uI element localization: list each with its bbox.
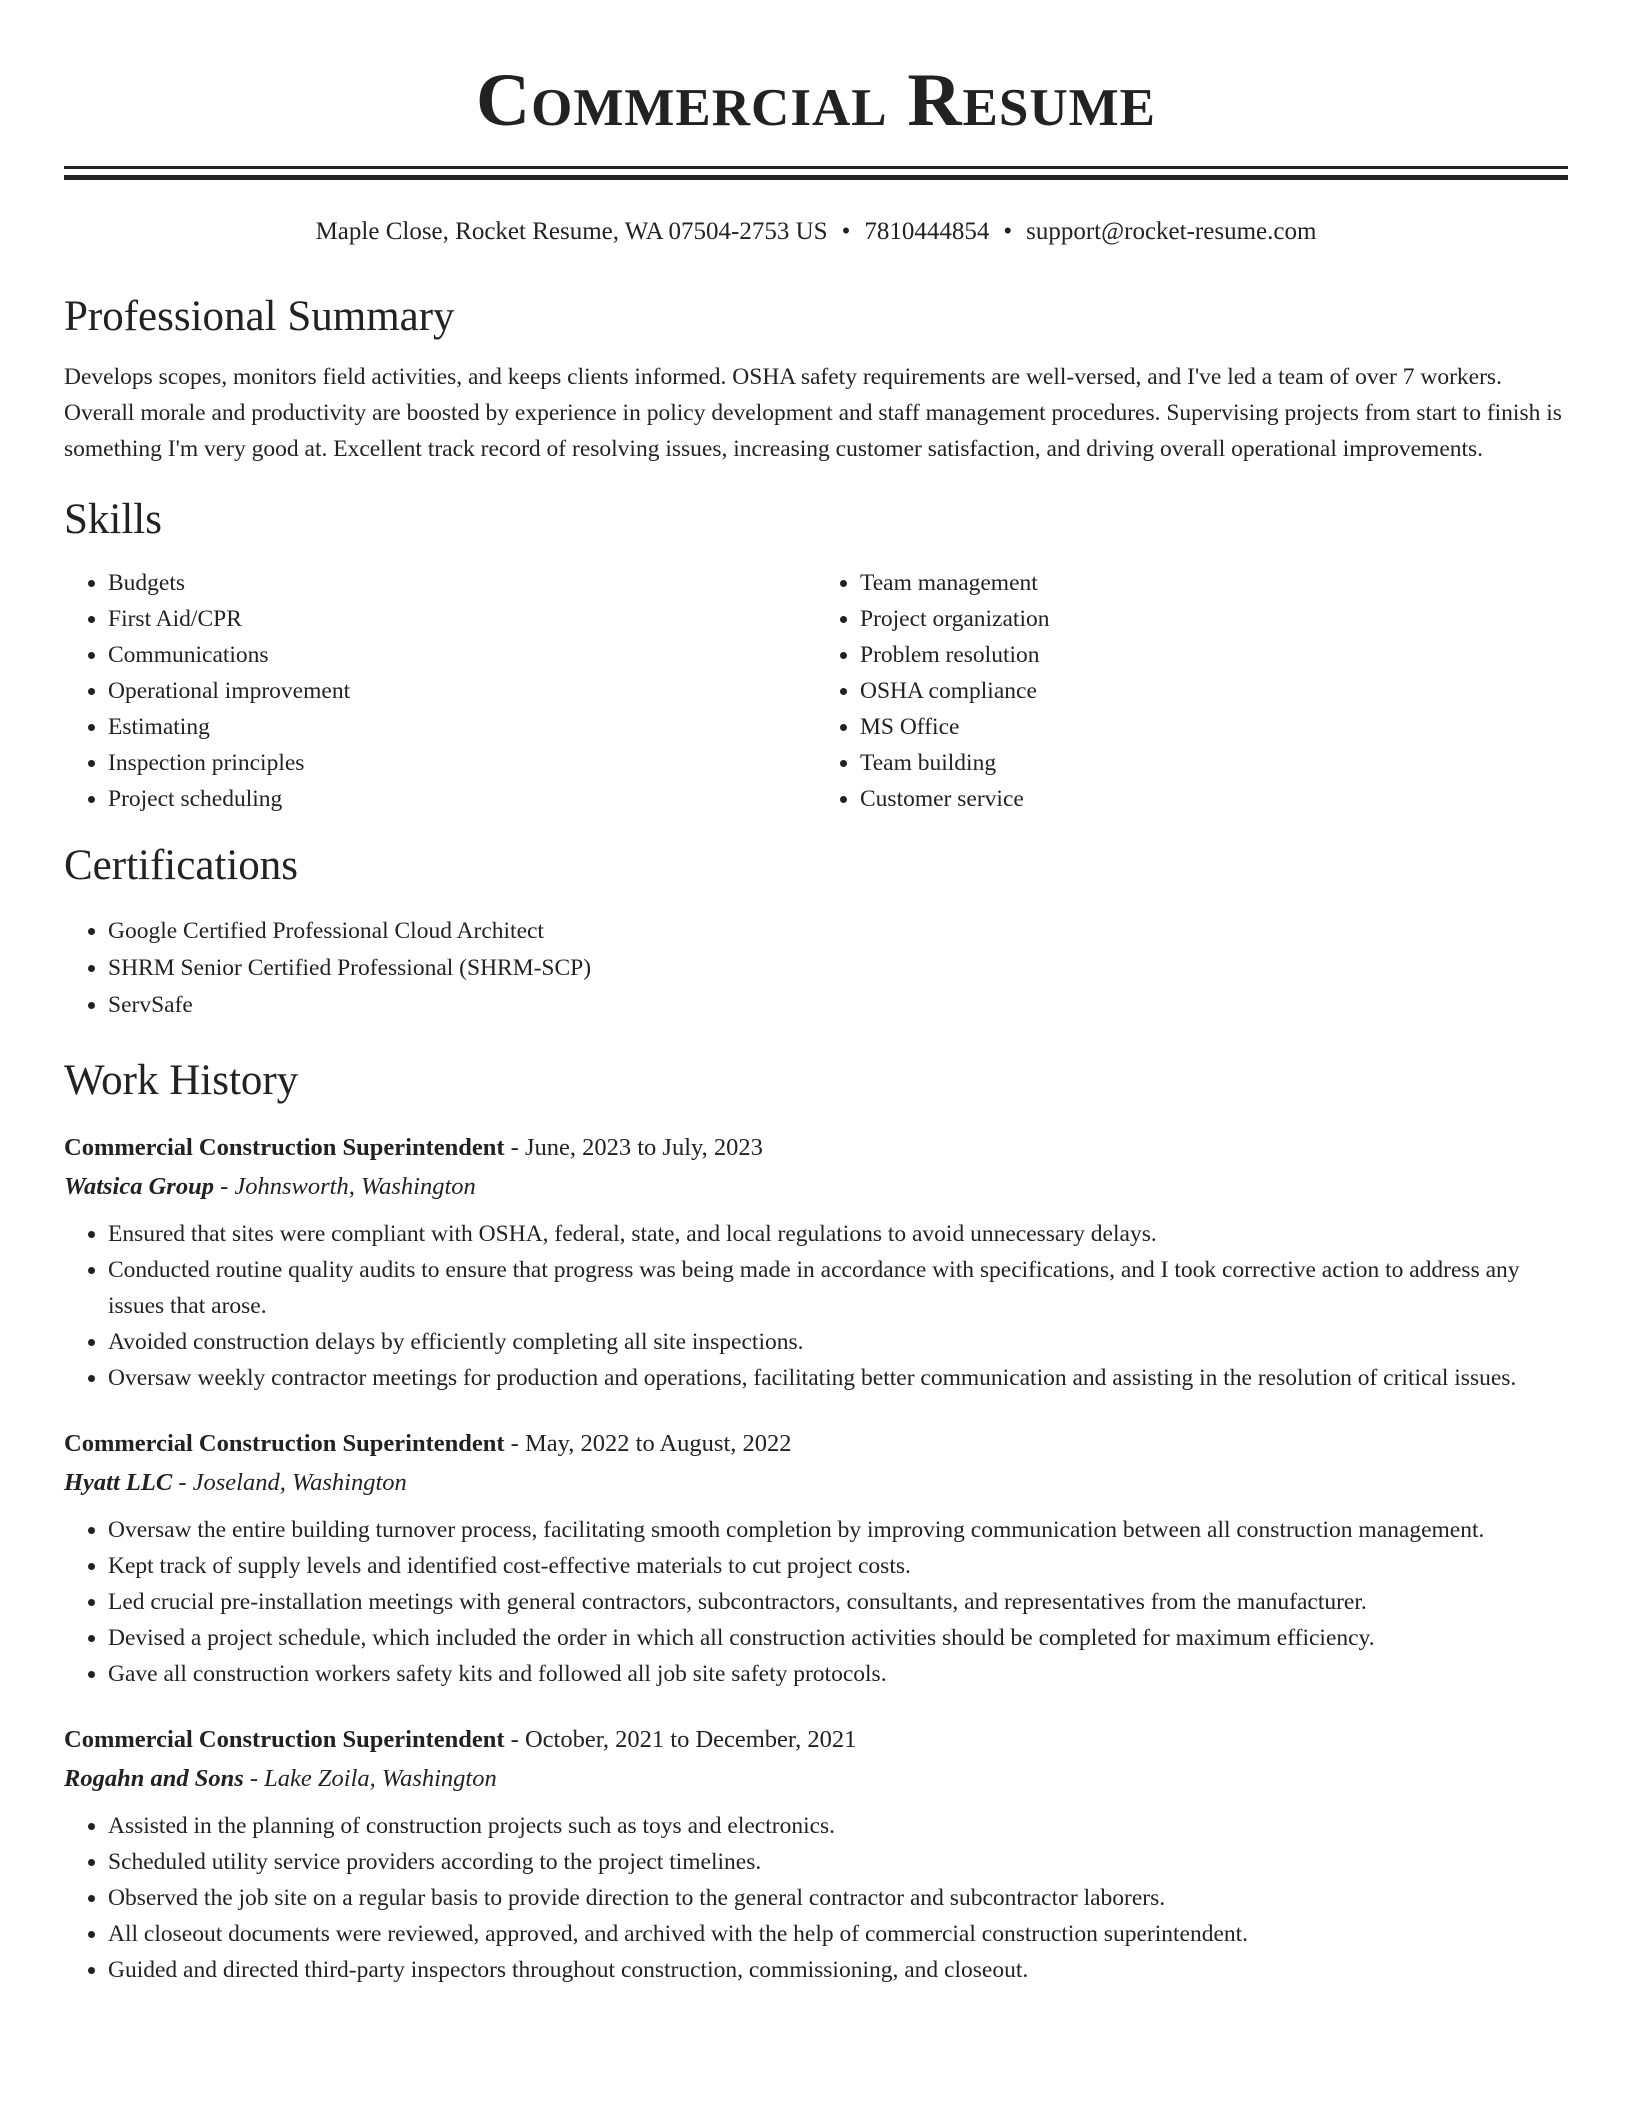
job-bullet: • Guided and directed third-party inspectors throughout construction, commissioning, and closeout. — [108, 1952, 1568, 1988]
skill-item: • MS Office — [860, 709, 1568, 745]
job-title: Commercial Construction Superintendent — [64, 1430, 505, 1457]
job-bullet: • Ensured that sites were compliant with OSHA, federal, state, and local regulations to avoid unnecessary delays. — [108, 1216, 1568, 1252]
job-title: Commercial Construction Superintendent — [64, 1726, 505, 1753]
job-dates: - October, 2021 to December, 2021 — [504, 1726, 857, 1753]
certification-item: • ServSafe — [108, 987, 1568, 1024]
section-heading-skills: Skills — [64, 496, 162, 543]
job-company-line — [64, 1760, 1568, 1798]
skill-item: • Team building — [860, 745, 1568, 781]
job-bullet: • Kept track of supply levels and identified cost-effective materials to cut project costs. — [108, 1548, 1568, 1584]
title-rule-thin — [64, 166, 1568, 169]
contact-email: support@rocket-resume.com — [1026, 218, 1317, 245]
skill-item: • Project scheduling — [108, 781, 816, 817]
job-entry — [64, 1128, 1568, 1396]
skill-item: • Inspection principles — [108, 745, 816, 781]
skills-list-left — [64, 565, 816, 817]
skill-item: • OSHA compliance — [860, 673, 1568, 709]
job-bullet: • Oversaw the entire building turnover process, facilitating smooth completion by improving communication between all construction management. — [108, 1512, 1568, 1548]
job-company-line — [64, 1168, 1568, 1206]
certifications-list — [64, 913, 1568, 1024]
bullet-separator: • — [1003, 218, 1013, 245]
skill-item: • First Aid/CPR — [108, 601, 816, 637]
job-bullet: • Gave all construction workers safety kits and followed all job site safety protocols. — [108, 1656, 1568, 1692]
job-bullet: • All closeout documents were reviewed, approved, and archived with the help of commercial construction superintendent. — [108, 1916, 1568, 1952]
job-bullet: • Observed the job site on a regular basis to provide direction to the general contractor and subcontractor laborers. — [108, 1880, 1568, 1916]
title-rule-thick — [64, 175, 1568, 180]
contact-line — [64, 216, 1568, 248]
job-title-line — [64, 1424, 1568, 1464]
job-company-line — [64, 1464, 1568, 1502]
job-company: Hyatt LLC — [64, 1469, 173, 1496]
job-entry — [64, 1720, 1568, 1988]
section-heading-work-history: Work History — [64, 1057, 299, 1104]
skill-item: • Communications — [108, 637, 816, 673]
job-company: Rogahn and Sons — [64, 1765, 244, 1792]
skill-item: • Operational improvement — [108, 673, 816, 709]
job-bullets — [64, 1512, 1568, 1692]
job-bullet: • Avoided construction delays by efficiently completing all site inspections. — [108, 1324, 1568, 1360]
job-bullet: • Led crucial pre-installation meetings with general contractors, subcontractors, consultants, and representatives from the manufacturer. — [108, 1584, 1568, 1620]
skills-list-right — [816, 565, 1568, 817]
contact-phone: 7810444854 — [864, 218, 990, 245]
job-bullet: • Conducted routine quality audits to ensure that progress was being made in accordance with specifications, and I took corrective action to address any issues that arose. — [108, 1252, 1568, 1324]
job-dates: - June, 2023 to July, 2023 — [504, 1134, 763, 1161]
job-title: Commercial Construction Superintendent — [64, 1134, 505, 1161]
skill-item: • Problem resolution — [860, 637, 1568, 673]
summary-text: Develops scopes, monitors field activities, and keeps clients informed. OSHA safety requirements are well-versed, and I've led a team of over 7 workers. Overall morale and productivity are boosted by experience in policy development and staff management procedures. Supervising projects from start to finish is something I'm very good at. Excellent track record of resolving issues, increasing customer satisfaction, and driving overall operational improvements. — [64, 364, 1562, 462]
contact-address: Maple Close, Rocket Resume, WA 07504-2753 US — [315, 218, 828, 245]
bullet-separator: • — [841, 218, 851, 245]
job-bullet: • Assisted in the planning of construction projects such as toys and electronics. — [108, 1808, 1568, 1844]
job-entry — [64, 1424, 1568, 1692]
skill-item: • Budgets — [108, 565, 816, 601]
job-bullet: • Oversaw weekly contractor meetings for production and operations, facilitating better communication and assisting in the resolution of critical issues. — [108, 1360, 1568, 1396]
section-heading-certifications: Certifications — [64, 842, 299, 889]
resume-title: Commercial Resume — [476, 59, 1156, 142]
skill-item: • Project organization — [860, 601, 1568, 637]
job-dates: - May, 2022 to August, 2022 — [504, 1430, 792, 1457]
job-location: - Lake Zoila, Washington — [243, 1765, 497, 1792]
skill-item: • Team management — [860, 565, 1568, 601]
section-heading-summary: Professional Summary — [64, 293, 455, 340]
job-bullet: • Devised a project schedule, which included the order in which all construction activities should be completed for maximum efficiency. — [108, 1620, 1568, 1656]
skill-item: • Customer service — [860, 781, 1568, 817]
job-title-line — [64, 1720, 1568, 1760]
certification-item: • Google Certified Professional Cloud Architect — [108, 913, 1568, 950]
job-bullets — [64, 1808, 1568, 1988]
job-bullet: • Scheduled utility service providers according to the project timelines. — [108, 1844, 1568, 1880]
job-bullets — [64, 1216, 1568, 1396]
job-title-line — [64, 1128, 1568, 1168]
job-location: - Johnsworth, Washington — [213, 1173, 476, 1200]
certification-item: • SHRM Senior Certified Professional (SHRM-SCP) — [108, 950, 1568, 987]
skills-columns — [64, 565, 1568, 817]
job-company: Watsica Group — [64, 1173, 214, 1200]
job-location: - Joseland, Washington — [172, 1469, 407, 1496]
skill-item: • Estimating — [108, 709, 816, 745]
